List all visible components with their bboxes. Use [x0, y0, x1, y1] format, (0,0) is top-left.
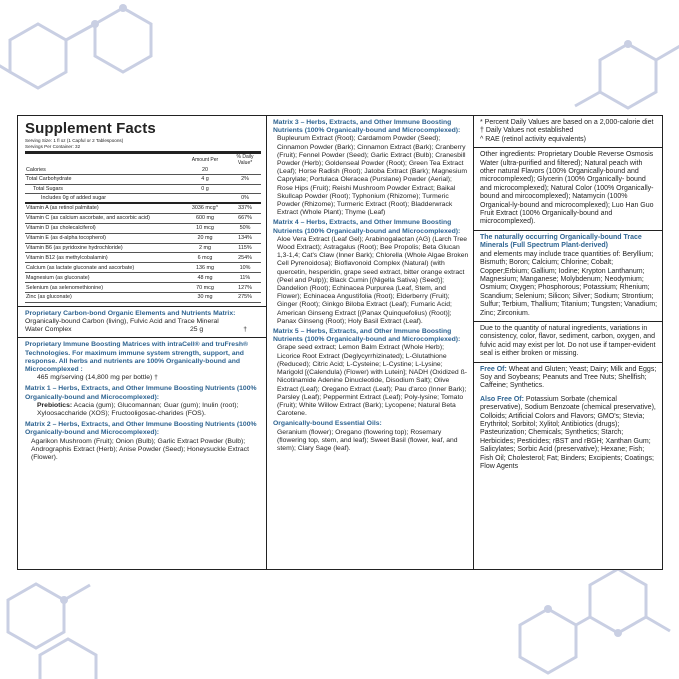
trace-minerals-heading: The naturally occurring Organically-bound Trace Minerals (Full Spectrum Plant-derived): [480, 233, 642, 250]
carbon-matrix-amount-row: [25, 326, 261, 334]
matrix1-text: [25, 402, 261, 418]
nutrient-amount: 0 g: [181, 184, 229, 193]
vitamin-amount: 70 mcg: [181, 283, 229, 293]
nutrient-row: [25, 175, 261, 184]
vitamin-row: [25, 253, 261, 263]
vitamin-dv: 127%: [229, 283, 261, 293]
matrix2-heading: Matrix 2 – Herbs, Extracts, and Other Immune Boosting Nutrients (100% Organically-bound and Microcomplexed):: [25, 421, 257, 437]
vitamin-amount: 136 mg: [181, 263, 229, 273]
nutrients-body: [25, 166, 261, 203]
matrix2-text: Agarikon Mushroom (Fruit); Onion (Bulb); Garlic Extract Powder (Bulb); Andrographis Extract (Herb); Anise Powder (Seed); Honeysuckle Extract (Flower).: [31, 437, 249, 462]
vitamin-dv: 134%: [229, 233, 261, 243]
nutrient-dv: 0%: [229, 193, 261, 203]
divider: [18, 306, 266, 307]
facts-column: [18, 116, 267, 569]
vitamin-name: Vitamin C (as calcium ascorbate, and ascorbic acid): [25, 213, 181, 223]
nutrient-name: Total Sugars: [25, 184, 181, 193]
vitamin-row: [25, 292, 261, 302]
vitamin-amount: 10 mcg: [181, 223, 229, 233]
nutrient-dv: [229, 184, 261, 193]
vitamin-name: Zinc (as gluconate): [25, 292, 181, 302]
nutrient-dv: 2%: [229, 175, 261, 184]
vitamin-name: Vitamin D (as cholecalciferol): [25, 223, 181, 233]
essential-oils-heading: Organically-bound Essential Oils:: [273, 420, 382, 428]
vitamin-dv: 337%: [229, 203, 261, 213]
vitamin-row: [25, 233, 261, 243]
vitamin-name: Calcium (as lactate gluconate and ascorbate): [25, 263, 181, 273]
vitamin-row: [25, 243, 261, 253]
vitamin-row: [25, 203, 261, 213]
vitamin-row: [25, 283, 261, 293]
matrix1-heading: Matrix 1 – Herbs, Extracts, and Other Immune Boosting Nutrients (100% Organically-bound and Microcomplexed):: [25, 385, 257, 401]
vitamin-amount: 48 mg: [181, 273, 229, 283]
vitamin-name: Vitamin B12 (as methylcobalamin): [25, 253, 181, 263]
carbon-matrix-amount: 25 g: [189, 326, 204, 334]
daily-value-header: % Daily Value*: [236, 154, 254, 167]
vitamin-row: [25, 273, 261, 283]
nutrient-row: [25, 166, 261, 175]
vitamin-amount: 20 mg: [181, 233, 229, 243]
vitamin-amount: 3036 mcg^: [181, 203, 229, 213]
vitamin-name: Vitamin B6 (as pyridoxine hydrochloride): [25, 243, 181, 253]
matrix3-heading: Matrix 3 – Herbs, Extracts, and Other Immune Boosting Nutrients (100% Organically-bound and Microcomplexed):: [273, 119, 461, 135]
vitamin-dv: 10%: [229, 263, 261, 273]
prebiotics-text: Acacia (gum); Glucomannan; Guar (gum); Inulin (root); Xyloosaccharide (XOS); Fructooligosac-charides (FOS).: [37, 401, 239, 418]
divider: [474, 230, 662, 231]
nutrient-row: [25, 184, 261, 193]
vitamin-dv: 275%: [229, 292, 261, 302]
vitamin-name: Vitamin A (as retinol palmitate): [25, 203, 181, 213]
vitamin-row: [25, 263, 261, 273]
nutrient-amount: 20: [181, 166, 229, 175]
table-header-row: [25, 154, 261, 166]
immune-matrix-amount: 465 mg/serving (14,800 mg per bottle) †: [37, 374, 158, 382]
also-free-of-text: Potassium Sorbate (chemical preservative), Sodium Benzoate (chemical preservative), Colloids; Artificial Colors and Flavors; GMO's; Stevia; Erythritol; Sorbitol; Xylitol; Antibiotics (drugs); Pasteurization; Chemicals; Synthetics; Starch; Herbicides; Pesticides; rBST and rBGH; Xanthan Gum; Salicylates; Sorbic Acid (preservative); Hexane; Fish; Fish Oil; Cholesterol; Fat; Binders; Excipients; Coatings; Flow Agents: [480, 395, 656, 471]
info-column: [474, 116, 662, 569]
immune-matrix-heading: Proprietary Immune Boosting Matrices with intraCell® and truFresh® Technologies. For maximum immune system strength, support, and response. All herbs and nutrients are 100% Organically-bound and Microcomplexed :: [25, 341, 249, 374]
divider: [474, 147, 662, 148]
vitamin-amount: 30 mg: [181, 292, 229, 302]
free-of-label: Free Of:: [480, 365, 507, 373]
vitamin-name: Magnesium (as gluconate): [25, 273, 181, 283]
matrix3-text: Bupleurum Extract (Root); Cardamom Powder (Seed); Cinnamon Powder (Bark); Cinnamon Extract (Bark); Cranberry (Fruit); Fennel Powder (Seed); Garlic Extract (Bulb); Cranesbill Powder (Herb); Goldenseal Powder (Root); Green Tea Extract (Leaf); Horse Radish (Root); Jatoba Extract (Bark); Magnesium Caprylate; Portulaca Oleracea (Purslane) Powder (Aerial); Rose Hips (Fruit); Reishi Mushroom Powder Extract; Baikal Skullcap Powder (Root); Typhonium (Rhizome); Turmeric Powder (Rhizome); Turmeric Extract (Root); Bladderwrack Extract (Whole Plant); Thyme (Leaf): [277, 135, 468, 217]
trace-minerals-text: and elements may include trace quantities of: Beryllium; Bismuth; Boron; Calcium; Chlorine; Cobalt; Copper;Erbium; Gallium; Iodine; Krypton Lanthanum; Magnesium; Manganese; Molybdenum; Neodymium; Osmium; Oxygen; Phosphorous; Potassium; Rhenium; Scandium; Selenium; Silicon; Silver; Sodium; Strontium; Sulfur; Terbium, Thallium; Titanium; Tungsten; Vanadium; Zinc; Zirconium.: [480, 250, 658, 317]
nutrient-row: [25, 193, 261, 203]
vitamin-row: [25, 223, 261, 233]
servings-per-container: Servings Per Container: 32: [25, 143, 81, 149]
also-free-of-label: Also Free Of:: [480, 395, 524, 403]
divider: [18, 337, 266, 338]
vitamin-dv: 667%: [229, 213, 261, 223]
vitamin-dv: 115%: [229, 243, 261, 253]
vitamin-amount: 600 mg: [181, 213, 229, 223]
carbon-matrix-heading: Proprietary Carbon-bond Organic Elements and Nutrients Matrix:: [25, 309, 236, 317]
free-of: [480, 366, 658, 391]
vitamins-body: [25, 203, 261, 302]
nutrient-name: Calories: [25, 166, 181, 175]
also-free-of: [480, 396, 658, 472]
vitamin-name: Selenium (as selenomethionine): [25, 283, 181, 293]
supplement-facts-title: Supplement Facts: [25, 120, 156, 137]
vitamin-name: Vitamin E (as d-alpha tocopherol): [25, 233, 181, 243]
carbon-matrix-text: Organically-bound Carbon (living), Fulvic Acid and Trace Mineral: [25, 318, 219, 326]
nutrient-dv: [229, 166, 261, 175]
footnote-dv: * Percent Daily Values are based on a 2,000-calorie diet: [480, 119, 654, 126]
other-ingredients: Other ingredients: Proprietary Double Reverse Osmosis Water (ultra-purified and filtered); Natural peach with other natural Flavors (100% Organically-bound and microcomplexed); Glycerin (100% Organically- bound and microcomplexed); Natural Color (100% Organically-bound and mircocomplexed); Natamycin (100% Organical-ly-bound and microcomplexed); Luo Han Guo Fruit Extract (100% Organically-bound and microcomplexed).: [480, 151, 654, 226]
footnote-dagger: † Daily Values not established: [480, 127, 574, 135]
matrix5-heading: Matrix 5 – Herbs, Extracts, and Other Immune Boosting Nutrients (100% Organically-bound and Microcomplexed):: [273, 328, 461, 344]
matrix5-text: Grape seed extract; Lemon Balm Extract (Whole Herb); Licorice Root Extract (Deglycyrrhizinated); L-Glutathione (Reduced); Citric Acid; L-Cysteine; L-Cystine; L-Lysine; Marigold [(Calendula) (Flower) with Lutein]; NADH (Oxidized ß-Nicotinamide Adenine Dinucleotide, Disodium Salt); Olive Extract (Leaf); Oregano Extract (Leaf); Pau d'arco (Inner Bark); Parsley (Leaf); Peppermint Extract (Leaf); Poly-lysine; Tomato (Fruit); White Willow Extract (Bark); Lycopene; Natural Beta Carotene.: [277, 344, 467, 418]
nutrient-amount: [181, 193, 229, 203]
prebiotics-label: Prebiotics:: [37, 401, 73, 409]
matrix4-text: Aloe Vera Extract (Leaf Gel); Arabinogalactan (AG) (Larch Tree Wood Extract); Astragalus (Root); Bee Propolis; Beta Glucan 1,3-1,4; Cat's Claw (Inner Bark); Chlorella (Whole Algae Broken Cell Pyrenoidosa); Bioflavonoid Complex (Natural) (with quercetin, hesperidin, grape seed extract, bitter orange extract (Peel and Pulp)); Black Cumin [(Nigella Sativa) (Seed)]; Dandelion (Root); Echinacea Purpurea (Leaf, Stem, and Flower); Echinacea Angustifolia (Root); Elderberry (Fruit); Ginger (Root); Ginkgo Biloba Extract (Leaf); Fumaric Acid; American Ginseng Extract [(Panax Quinquefolius) (Root)]; Panax Ginseng (Root); Holy Basil Extract (Leaf).: [277, 235, 469, 325]
vitamin-dv: 11%: [229, 273, 261, 283]
amount-header: Amount Per: [191, 157, 219, 164]
footnote-rae: ^ RAE (retinol activity equivalents): [480, 135, 586, 143]
carbon-matrix-mark: †: [243, 326, 247, 334]
nutrient-amount: 4 g: [181, 175, 229, 184]
carbon-matrix-last-line: Water Complex: [25, 326, 72, 334]
matrix4-heading: Matrix 4 – Herbs, Extracts, and Other Immune Boosting Nutrients (100% Organically-bound and Microcomplexed):: [273, 219, 461, 235]
divider: [474, 321, 662, 322]
natural-variation-note: Due to the quantity of natural ingredients, variations in consistency, color, flavor, sediment, carbon, oxygen, and fulvic acid may exist per lot. Do not use if tamper-evident seal is either broken or missing.: [480, 324, 656, 358]
vitamin-row: [25, 213, 261, 223]
serving-size: Serving Size: 1 fl oz (1 Capful or 2 Tablespoons): [25, 138, 124, 143]
essential-oils-text: Geranium (flower); Oregano (flowering top); Rosemary (flowering top, stem, and leaf); Sweet Basil (flower, leaf, and stem); Clary Sage (leaf).: [277, 428, 458, 452]
nutrition-table: [25, 154, 261, 303]
vitamin-dv: 50%: [229, 223, 261, 233]
vitamin-dv: 254%: [229, 253, 261, 263]
nutrient-name: Total Carbohydrate: [25, 175, 181, 184]
vitamin-amount: 6 mcg: [181, 253, 229, 263]
free-of-text: Wheat and Gluten; Yeast; Dairy; Milk and Eggs; Soy and Soybeans; Peanuts and Tree Nuts; Shellfish; Caffeine; Synthetics.: [480, 365, 657, 390]
vitamin-amount: 2 mg: [181, 243, 229, 253]
matrices-column: [267, 116, 474, 569]
supplement-facts-panel: [17, 115, 663, 570]
carbon-matrix: [25, 310, 261, 326]
divider: [474, 362, 662, 363]
nutrient-name: Includes 0g of added sugar: [25, 193, 181, 203]
